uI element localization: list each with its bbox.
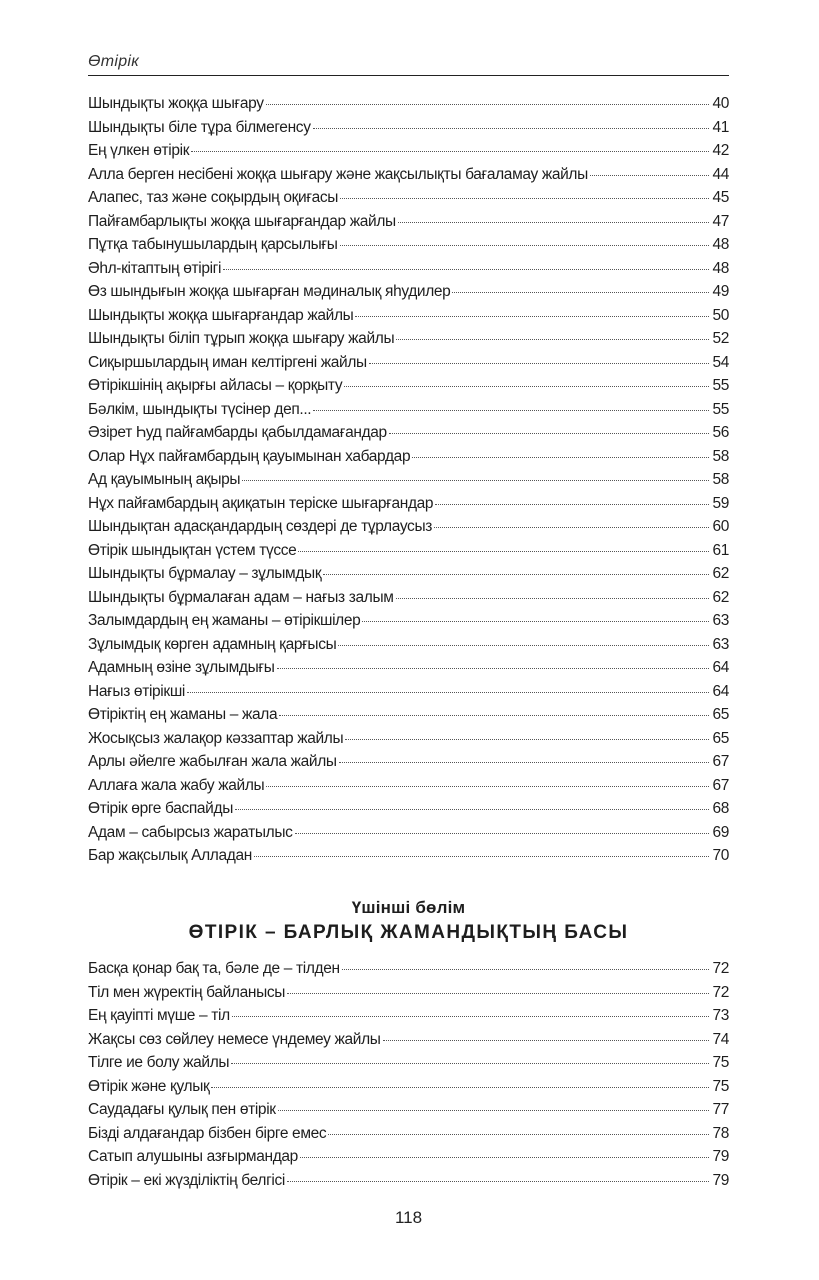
toc-entry (88, 1051, 729, 1075)
toc-entry (88, 163, 729, 187)
dot-leader (389, 432, 709, 434)
toc-entry (88, 981, 729, 1005)
toc-entry-page: 52 (712, 330, 729, 347)
toc-entry-title: Басқа қонар бақ та, бәле де – тілден (88, 960, 340, 977)
toc-entry (88, 703, 729, 727)
toc-entry-title: Өтіріктің ең жаманы – жала (88, 706, 278, 723)
toc-entry (88, 539, 729, 563)
toc-entry-page: 70 (712, 847, 729, 864)
toc-entry-title: Зұлымдық көрген адамның қарғысы (88, 635, 337, 653)
toc-entry (88, 1004, 729, 1028)
dot-leader (339, 761, 709, 763)
page-number: 118 (394, 1208, 423, 1227)
toc-entry-title: Шындықты жоққа шығару (88, 95, 264, 112)
dot-leader (191, 150, 709, 152)
toc-entry-title: Саудадағы қулық пен өтірік (88, 1101, 276, 1118)
toc-entry-page: 62 (712, 588, 729, 606)
dot-leader (295, 832, 709, 834)
toc-entry-page: 78 (712, 1124, 729, 1142)
toc-entry-title: Әһл-кітаптың өтірігі (88, 259, 222, 277)
section-title: ӨТІРІК – БАРЛЫҚ ЖАМАНДЫҚТЫҢ БАСЫ (188, 922, 629, 943)
dot-leader (242, 479, 709, 481)
toc-entry (88, 257, 729, 281)
toc-entry-page: 59 (712, 494, 729, 512)
dot-leader (298, 550, 709, 552)
toc-entry-title: Өтірікшінің ақырғы айласы – қорқыту (88, 377, 343, 394)
toc-entry-page: 73 (712, 1007, 729, 1024)
toc-entry-page: 77 (712, 1101, 729, 1118)
toc-entry-page: 64 (712, 682, 729, 700)
toc-entry (88, 562, 729, 586)
toc-entry (88, 468, 729, 492)
toc-entry-page: 60 (712, 518, 729, 535)
toc-entry-page: 65 (712, 729, 729, 747)
toc-entry (88, 957, 729, 981)
toc-entry (88, 774, 729, 798)
toc-entry (88, 421, 729, 445)
dot-leader (344, 385, 709, 387)
toc-entry (88, 398, 729, 422)
dot-leader (345, 738, 709, 740)
dot-leader (231, 1062, 709, 1064)
toc-entry (88, 1122, 729, 1146)
toc-entry (88, 492, 729, 516)
dot-leader (328, 1133, 709, 1135)
toc-entry (88, 1169, 729, 1193)
dot-leader (232, 1015, 709, 1017)
toc-entry-page: 67 (712, 753, 729, 770)
toc-entry-page: 48 (712, 236, 729, 253)
toc-entry-page: 64 (712, 659, 729, 676)
dot-leader (434, 526, 709, 528)
toc-entry-title: Аллаға жала жабу жайлы (88, 776, 265, 794)
toc-entry-title: Алла берген несібені жоққа шығару және жақсылықты бағаламау жайлы (88, 165, 588, 183)
toc-entry (88, 445, 729, 469)
toc-entry-page: 67 (712, 776, 729, 794)
dot-leader (396, 338, 709, 340)
dot-leader (187, 691, 709, 693)
dot-leader (412, 456, 709, 458)
toc-entry (88, 210, 729, 234)
toc-entry-title: Шындықты біле тұра білмегенсу (88, 118, 311, 136)
toc-entry (88, 633, 729, 657)
table-of-contents-part-1 (88, 92, 729, 868)
toc-entry-title: Адам – сабырсыз жаратылыс (88, 823, 293, 841)
toc-entry (88, 351, 729, 375)
toc-entry-page: 75 (712, 1077, 729, 1095)
toc-entry-title: Залымдардың ең жаманы – өтірікшілер (88, 612, 361, 629)
toc-entry-title: Өтірік шындықтан үстем түссе (88, 541, 297, 559)
toc-entry-page: 63 (712, 635, 729, 653)
toc-entry-page: 48 (712, 259, 729, 277)
toc-entry-page: 58 (712, 471, 729, 488)
toc-entry-page: 50 (712, 306, 729, 324)
toc-entry (88, 116, 729, 140)
toc-entry-title: Пайғамбарлықты жоққа шығарғандар жайлы (88, 212, 396, 230)
running-header (88, 52, 729, 76)
toc-entry-title: Тіл мен жүректің байланысы (88, 983, 286, 1001)
toc-entry-title: Өтірік және қулық (88, 1077, 210, 1095)
toc-entry-page: 74 (712, 1030, 729, 1048)
toc-entry (88, 1145, 729, 1169)
toc-entry-page: 62 (712, 565, 729, 582)
toc-entry (88, 656, 729, 680)
toc-entry-title: Бар жақсылық Алладан (88, 847, 252, 864)
toc-entry (88, 821, 729, 845)
dot-leader (396, 597, 709, 599)
dot-leader (362, 620, 709, 622)
dot-leader (313, 409, 709, 411)
dot-leader (383, 1039, 709, 1041)
toc-entry-title: Жосықсыз жалақор кәззаптар жайлы (88, 729, 344, 747)
dot-leader (287, 1180, 709, 1182)
toc-entry (88, 844, 729, 868)
toc-entry-page: 75 (712, 1054, 729, 1071)
toc-entry-page: 69 (712, 823, 729, 841)
toc-entry-title: Жақсы сөз сөйлеу немесе үндемеу жайлы (88, 1030, 381, 1048)
toc-entry-page: 41 (712, 118, 729, 136)
toc-entry-title: Өтірік – екі жүзділіктің белгісі (88, 1171, 285, 1189)
toc-entry-page: 72 (712, 983, 729, 1001)
toc-entry-page: 65 (712, 706, 729, 723)
dot-leader (313, 127, 709, 129)
toc-entry-page: 49 (712, 283, 729, 300)
section-label: Үшінші бөлім (351, 898, 466, 917)
toc-entry-title: Сиқыршылардың иман келтіргені жайлы (88, 353, 367, 371)
toc-entry-page: 63 (712, 612, 729, 629)
dot-leader (287, 992, 709, 994)
toc-entry-page: 61 (712, 541, 729, 559)
toc-entry-title: Шындықтан адасқандардың сөздері де тұрлаусыз (88, 518, 433, 535)
dot-leader (340, 244, 709, 246)
toc-entry-page: 55 (712, 377, 729, 394)
dot-leader (369, 362, 709, 364)
toc-entry-title: Шындықты бұрмалау – зұлымдық (88, 565, 322, 582)
dot-leader (452, 291, 709, 293)
toc-entry-page: 40 (712, 95, 729, 112)
dot-leader (266, 103, 709, 105)
toc-entry-title: Өтірік өрге баспайды (88, 800, 233, 817)
toc-entry (88, 1098, 729, 1122)
toc-entry-title: Шындықты жоққа шығарғандар жайлы (88, 306, 354, 324)
toc-entry-title: Ад қауымының ақыры (88, 471, 241, 488)
toc-entry-page: 42 (712, 142, 729, 159)
toc-entry-title: Ең қауіпті мүше – тіл (88, 1007, 230, 1024)
toc-entry (88, 186, 729, 210)
toc-entry (88, 280, 729, 304)
dot-leader (223, 268, 709, 270)
toc-entry-page: 55 (712, 400, 729, 418)
toc-entry-title: Сатып алушыны азғырмандар (88, 1148, 298, 1165)
table-of-contents-part-2 (88, 957, 729, 1192)
toc-entry-title: Бәлкім, шындықты түсінер деп... (88, 400, 312, 418)
toc-entry (88, 327, 729, 351)
dot-leader (340, 197, 709, 199)
toc-entry (88, 1028, 729, 1052)
toc-entry-title: Алапес, таз және соқырдың оқиғасы (88, 189, 339, 206)
toc-entry-page: 44 (712, 165, 729, 183)
toc-entry (88, 727, 729, 751)
toc-entry-title: Ең үлкен өтірік (88, 142, 190, 159)
toc-entry-page: 45 (712, 189, 729, 206)
toc-entry (88, 797, 729, 821)
toc-entry-title: Өз шындығын жоққа шығарған мәдиналық яһудилер (88, 283, 451, 300)
toc-entry (88, 374, 729, 398)
dot-leader (300, 1156, 709, 1158)
toc-entry-title: Шындықты біліп тұрып жоққа шығару жайлы (88, 330, 395, 347)
running-header-title: Өтірік (88, 53, 140, 70)
toc-entry-page: 72 (712, 960, 729, 977)
dot-leader (266, 785, 709, 787)
toc-entry (88, 750, 729, 774)
dot-leader (398, 221, 709, 223)
toc-entry (88, 304, 729, 328)
toc-entry (88, 609, 729, 633)
dot-leader (279, 714, 709, 716)
dot-leader (235, 808, 709, 810)
dot-leader (211, 1086, 709, 1088)
toc-entry-title: Олар Нұх пайғамбардың қауымынан хабардар (88, 447, 411, 465)
toc-entry (88, 680, 729, 704)
toc-entry (88, 1075, 729, 1099)
toc-entry-page: 79 (712, 1171, 729, 1189)
toc-entry-title: Адамның өзіне зұлымдығы (88, 659, 275, 676)
toc-entry (88, 92, 729, 116)
toc-entry-page: 68 (712, 800, 729, 817)
toc-entry (88, 139, 729, 163)
toc-entry-page: 47 (712, 212, 729, 230)
dot-leader (590, 174, 709, 176)
toc-entry-title: Тілге ие болу жайлы (88, 1054, 230, 1071)
dot-leader (254, 855, 709, 857)
dot-leader (277, 667, 709, 669)
toc-entry-page: 79 (712, 1148, 729, 1165)
toc-entry-title: Әзірет Һуд пайғамбарды қабылдамағандар (88, 424, 387, 441)
toc-entry-title: Арлы әйелге жабылған жала жайлы (88, 753, 337, 770)
toc-entry-page: 54 (712, 353, 729, 371)
dot-leader (355, 315, 709, 317)
toc-entry-title: Нағыз өтірікші (88, 682, 186, 700)
dot-leader (435, 503, 709, 505)
toc-entry-title: Пұтқа табынушылардың қарсылығы (88, 236, 338, 253)
toc-entry-page: 56 (712, 424, 729, 441)
dot-leader (278, 1109, 709, 1111)
toc-entry-title: Шындықты бұрмалаған адам – нағыз залым (88, 588, 394, 606)
toc-entry (88, 586, 729, 610)
toc-entry-title: Нұх пайғамбардың ақиқатын теріске шығарғандар (88, 494, 434, 512)
toc-entry-title: Бізді алдағандар бізбен бірге емес (88, 1124, 327, 1142)
dot-leader (323, 573, 709, 575)
toc-entry (88, 233, 729, 257)
toc-entry-page: 58 (712, 447, 729, 465)
toc-entry (88, 515, 729, 539)
dot-leader (338, 644, 709, 646)
dot-leader (342, 968, 709, 970)
